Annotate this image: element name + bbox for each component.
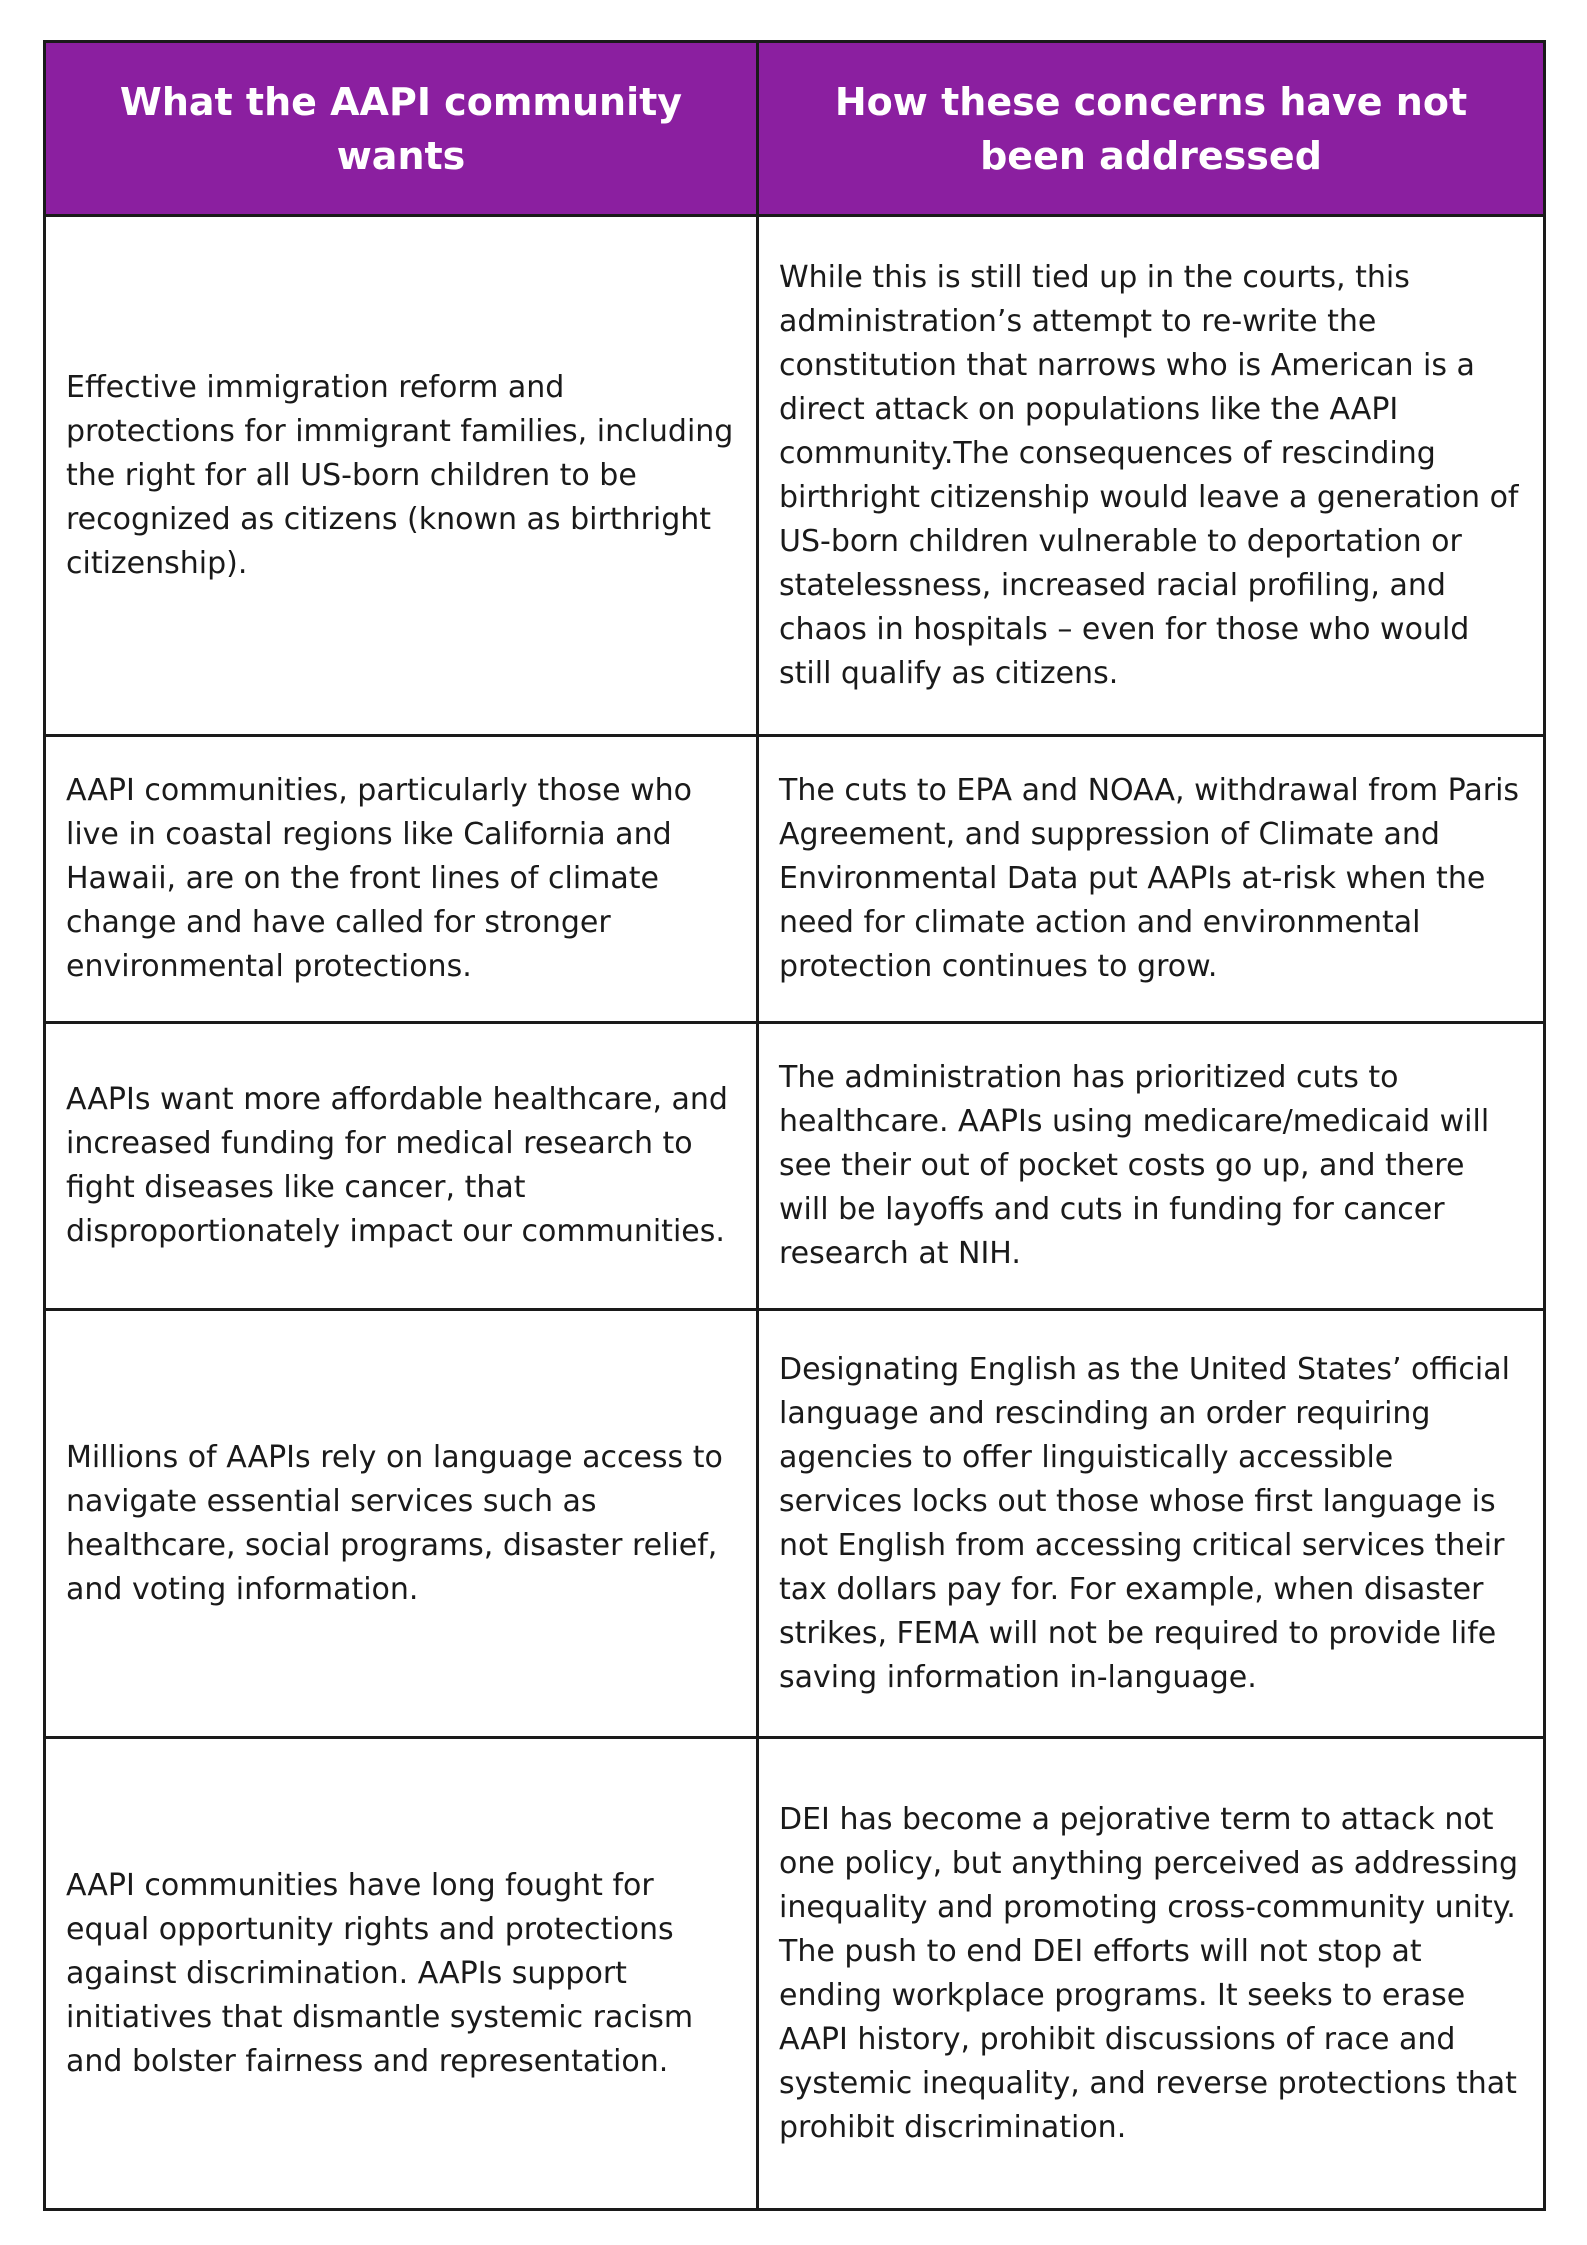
wants-cell: Effective immigration reform and protections for immigrant families, including the right for all US-born children to be recognized as citizens (known as birthright citizenship). bbox=[45, 216, 758, 736]
wants-cell: AAPI communities, particularly those who live in coastal regions like California and Hawaii, are on the front lines of climate change and have called for stronger environmental protections. bbox=[45, 736, 758, 1023]
not-addressed-cell: The cuts to EPA and NOAA, withdrawal from Paris Agreement, and suppression of Climate and Environmental Data put AAPIs at-risk when the need for climate action and environmental protection continues to grow. bbox=[758, 736, 1545, 1023]
wants-cell: Millions of AAPIs rely on language access to navigate essential services such as healthcare, social programs, disaster relief, and voting information. bbox=[45, 1310, 758, 1738]
table-row bbox=[45, 1023, 1545, 1310]
table-body bbox=[45, 216, 1545, 2210]
policy-comparison-table bbox=[43, 40, 1546, 2211]
wants-cell: AAPIs want more affordable healthcare, and increased funding for medical research to fight diseases like cancer, that disproportionately impact our communities. bbox=[45, 1023, 758, 1310]
header-not-addressed: How these concerns have not been addressed bbox=[758, 42, 1545, 216]
header-community-wants: What the AAPI community wants bbox=[45, 42, 758, 216]
not-addressed-cell: While this is still tied up in the courts, this administration’s attempt to re-write the constitution that narrows who is American is a direct attack on populations like the AAPI community.The consequences of rescinding birthright citizenship would leave a generation of US-born children vulnerable to deportation or statelessness, increased racial profiling, and chaos in hospitals – even for those who would still qualify as citizens. bbox=[758, 216, 1545, 736]
not-addressed-cell: The administration has prioritized cuts to healthcare. AAPIs using medicare/medicaid will see their out of pocket costs go up, and there will be layoffs and cuts in funding for cancer research at NIH. bbox=[758, 1023, 1545, 1310]
not-addressed-cell: Designating English as the United States’ official language and rescinding an order requiring agencies to offer linguistically accessible services locks out those whose first language is not English from accessing critical services their tax dollars pay for. For example, when disaster strikes, FEMA will not be required to provide life saving information in-language. bbox=[758, 1310, 1545, 1738]
table-row bbox=[45, 216, 1545, 736]
header-row bbox=[45, 42, 1545, 216]
table-row bbox=[45, 1738, 1545, 2210]
not-addressed-cell: DEI has become a pejorative term to attack not one policy, but anything perceived as addressing inequality and promoting cross-community unity. The push to end DEI efforts will not stop at ending workplace programs. It seeks to erase AAPI history, prohibit discussions of race and systemic inequality, and reverse protections that prohibit discrimination. bbox=[758, 1738, 1545, 2210]
table-header bbox=[45, 42, 1545, 216]
table-row bbox=[45, 1310, 1545, 1738]
table-row bbox=[45, 736, 1545, 1023]
wants-cell: AAPI communities have long fought for equal opportunity rights and protections against discrimination. AAPIs support initiatives that dismantle systemic racism and bolster fairness and representation. bbox=[45, 1738, 758, 2210]
